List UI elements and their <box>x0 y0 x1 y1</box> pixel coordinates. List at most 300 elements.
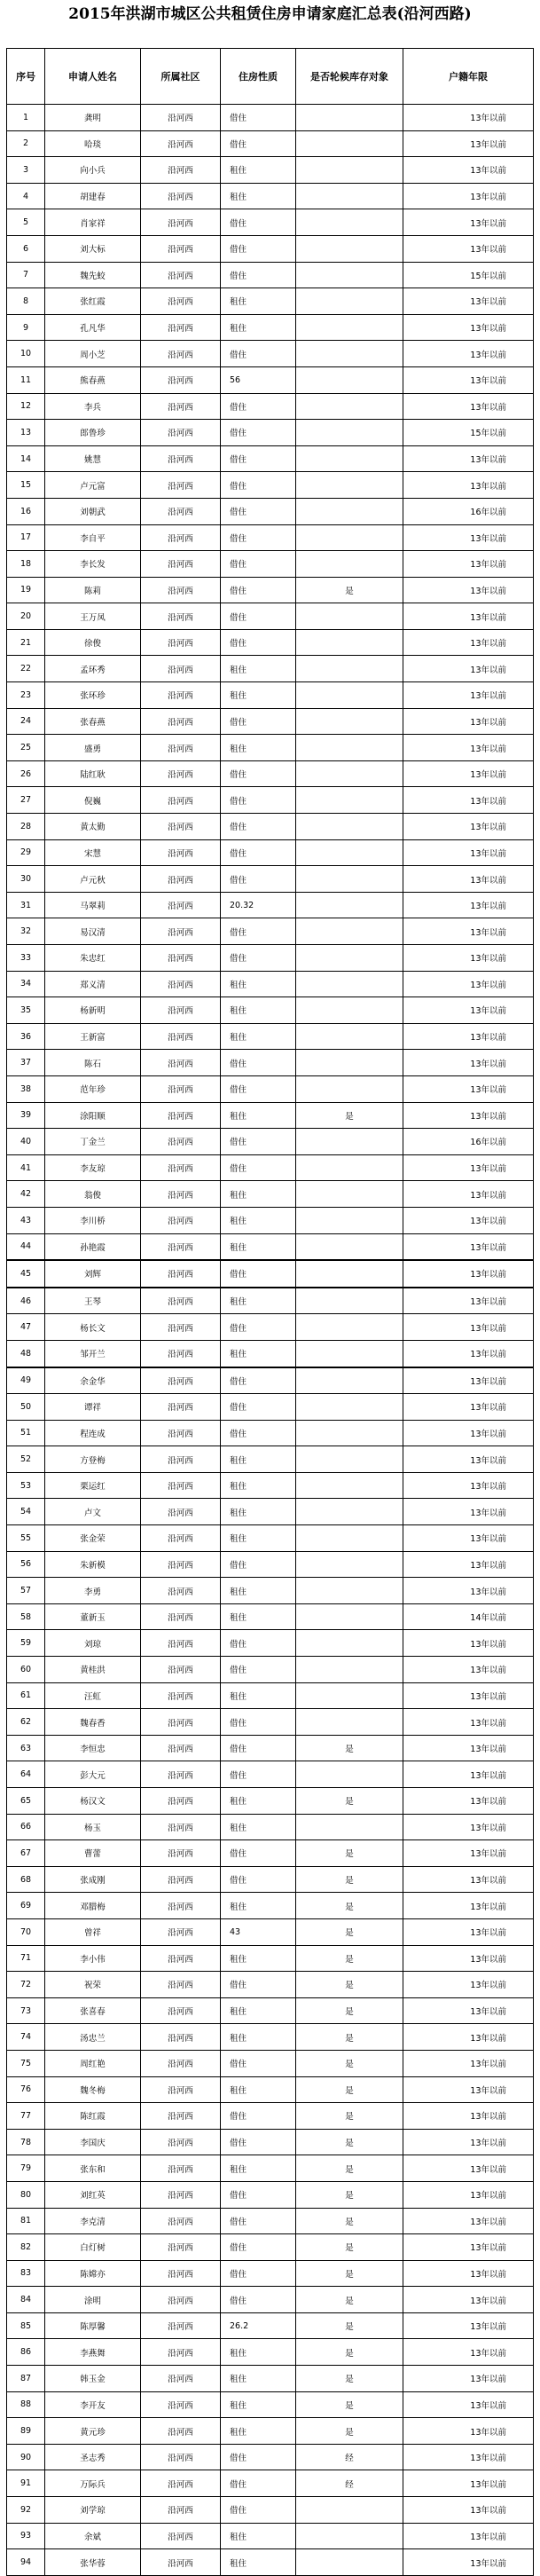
row-residency-years: 13年以前 <box>403 2024 534 2051</box>
row-community: 沿河西 <box>141 366 221 393</box>
row-residency-years: 13年以前 <box>403 629 534 656</box>
row-community: 沿河西 <box>141 1499 221 1525</box>
row-applicant-name: 李长发 <box>45 551 141 578</box>
row-housing-type: 借住 <box>221 1551 296 1578</box>
row-community: 沿河西 <box>141 2208 221 2234</box>
row-waitlist: 是 <box>296 2050 403 2076</box>
table-row <box>7 2523 534 2549</box>
table-row <box>7 2339 534 2366</box>
row-index: 22 <box>7 656 45 682</box>
table-row <box>7 1682 534 1709</box>
row-community: 沿河西 <box>141 2523 221 2549</box>
row-waitlist <box>296 2549 403 2576</box>
row-housing-type: 借住 <box>221 2234 296 2261</box>
row-residency-years: 13年以前 <box>403 656 534 682</box>
row-residency-years: 13年以前 <box>403 2129 534 2155</box>
row-community: 沿河西 <box>141 1603 221 1630</box>
row-community: 沿河西 <box>141 2076 221 2103</box>
row-waitlist <box>296 1288 403 1314</box>
table-row <box>7 656 534 682</box>
row-housing-type: 租住 <box>221 1340 296 1367</box>
row-applicant-name: 姚慧 <box>45 445 141 472</box>
row-applicant-name: 祝荣 <box>45 1972 141 1998</box>
row-index: 90 <box>7 2444 45 2470</box>
row-applicant-name: 刘朝武 <box>45 498 141 524</box>
row-residency-years: 15年以前 <box>403 420 534 446</box>
row-index: 66 <box>7 1814 45 1840</box>
row-community: 沿河西 <box>141 1761 221 1788</box>
row-housing-type: 借住 <box>221 498 296 524</box>
row-waitlist: 是 <box>296 2287 403 2313</box>
row-housing-type: 借住 <box>221 787 296 814</box>
row-waitlist <box>296 366 403 393</box>
row-applicant-name: 曾祥 <box>45 1918 141 1945</box>
row-residency-years: 13年以前 <box>403 1525 534 1552</box>
row-community: 沿河西 <box>141 1866 221 1893</box>
row-waitlist: 是 <box>296 2181 403 2208</box>
row-housing-type: 租住 <box>221 997 296 1024</box>
row-applicant-name: 余金华 <box>45 1367 141 1394</box>
row-waitlist: 是 <box>296 2366 403 2392</box>
row-community: 沿河西 <box>141 1918 221 1945</box>
row-residency-years: 16年以前 <box>403 498 534 524</box>
row-community: 沿河西 <box>141 1525 221 1552</box>
table-row <box>7 1893 534 1919</box>
row-applicant-name: 李开友 <box>45 2391 141 2418</box>
row-community: 沿河西 <box>141 1181 221 1208</box>
table-row <box>7 629 534 656</box>
row-housing-type: 借住 <box>221 420 296 446</box>
row-residency-years: 13年以前 <box>403 341 534 367</box>
table-row <box>7 524 534 551</box>
row-waitlist <box>296 1551 403 1578</box>
row-community: 沿河西 <box>141 1446 221 1473</box>
row-waitlist: 是 <box>296 1102 403 1129</box>
row-index: 77 <box>7 2103 45 2130</box>
row-residency-years: 13年以前 <box>403 288 534 315</box>
row-waitlist <box>296 524 403 551</box>
row-index: 58 <box>7 1603 45 1630</box>
row-housing-type: 借住 <box>221 1761 296 1788</box>
row-index: 82 <box>7 2234 45 2261</box>
row-residency-years: 13年以前 <box>403 2234 534 2261</box>
row-waitlist <box>296 262 403 288</box>
row-residency-years: 13年以前 <box>403 1893 534 1919</box>
row-community: 沿河西 <box>141 1945 221 1972</box>
row-applicant-name: 邹开兰 <box>45 1340 141 1367</box>
row-applicant-name: 方登梅 <box>45 1446 141 1473</box>
row-community: 沿河西 <box>141 2391 221 2418</box>
row-applicant-name: 李国庆 <box>45 2129 141 2155</box>
row-community: 沿河西 <box>141 1788 221 1815</box>
row-residency-years: 13年以前 <box>403 1997 534 2024</box>
row-applicant-name: 李川桥 <box>45 1207 141 1233</box>
row-community: 沿河西 <box>141 1260 221 1288</box>
row-waitlist: 是 <box>296 2155 403 2182</box>
row-housing-type: 借住 <box>221 2260 296 2287</box>
row-index: 47 <box>7 1314 45 1341</box>
row-applicant-name: 倪巍 <box>45 787 141 814</box>
row-index: 44 <box>7 1233 45 1260</box>
row-waitlist <box>296 1154 403 1181</box>
row-index: 33 <box>7 945 45 972</box>
row-waitlist <box>296 1499 403 1525</box>
row-housing-type: 借住 <box>221 2103 296 2130</box>
row-waitlist <box>296 971 403 997</box>
row-housing-type: 借住 <box>221 393 296 420</box>
table-row <box>7 892 534 918</box>
row-index: 74 <box>7 2024 45 2051</box>
row-waitlist <box>296 551 403 578</box>
row-residency-years: 13年以前 <box>403 1288 534 1314</box>
row-housing-type: 借住 <box>221 1394 296 1421</box>
row-waitlist <box>296 1420 403 1446</box>
row-housing-type: 借住 <box>221 1367 296 1394</box>
row-community: 沿河西 <box>141 656 221 682</box>
row-housing-type: 租住 <box>221 1472 296 1499</box>
row-index: 37 <box>7 1050 45 1076</box>
row-applicant-name: 丁金兰 <box>45 1129 141 1155</box>
row-housing-type: 借住 <box>221 1050 296 1076</box>
row-community: 沿河西 <box>141 2366 221 2392</box>
row-residency-years: 13年以前 <box>403 366 534 393</box>
row-applicant-name: 邓腊梅 <box>45 1893 141 1919</box>
row-waitlist <box>296 918 403 945</box>
row-residency-years: 13年以前 <box>403 1181 534 1208</box>
row-index: 89 <box>7 2418 45 2445</box>
row-housing-type: 租住 <box>221 1525 296 1552</box>
row-applicant-name: 张春燕 <box>45 708 141 735</box>
table-row <box>7 2497 534 2524</box>
row-housing-type: 借住 <box>221 262 296 288</box>
row-index: 2 <box>7 130 45 157</box>
row-residency-years: 13年以前 <box>403 393 534 420</box>
row-residency-years: 13年以前 <box>403 551 534 578</box>
row-waitlist <box>296 735 403 761</box>
table-row <box>7 1367 534 1394</box>
row-applicant-name: 陆红耿 <box>45 760 141 787</box>
page-title: 2015年洪湖市城区公共租赁住房申请家庭汇总表(沿河西路) <box>68 5 472 23</box>
row-residency-years: 13年以前 <box>403 1657 534 1683</box>
row-community: 沿河西 <box>141 866 221 893</box>
table-row <box>7 2470 534 2497</box>
row-housing-type: 租住 <box>221 971 296 997</box>
row-housing-type: 借住 <box>221 814 296 840</box>
row-housing-type: 借住 <box>221 577 296 603</box>
row-index: 70 <box>7 1918 45 1945</box>
table-row <box>7 1709 534 1736</box>
row-applicant-name: 李小伟 <box>45 1945 141 1972</box>
row-housing-type: 租住 <box>221 2391 296 2418</box>
row-index: 21 <box>7 629 45 656</box>
row-index: 29 <box>7 839 45 866</box>
row-housing-type: 借住 <box>221 235 296 262</box>
row-residency-years: 13年以前 <box>403 1761 534 1788</box>
row-residency-years: 13年以前 <box>403 918 534 945</box>
table-row <box>7 1945 534 1972</box>
row-community: 沿河西 <box>141 472 221 499</box>
row-residency-years: 13年以前 <box>403 1814 534 1840</box>
row-applicant-name: 万际兵 <box>45 2470 141 2497</box>
row-residency-years: 13年以前 <box>403 2287 534 2313</box>
row-community: 沿河西 <box>141 157 221 184</box>
row-residency-years: 13年以前 <box>403 1023 534 1050</box>
row-index: 23 <box>7 682 45 709</box>
row-residency-years: 13年以前 <box>403 1735 534 1761</box>
row-residency-years: 13年以前 <box>403 577 534 603</box>
row-index: 39 <box>7 1102 45 1129</box>
row-applicant-name: 张红霞 <box>45 288 141 315</box>
row-waitlist <box>296 2523 403 2549</box>
row-applicant-name: 李友琼 <box>45 1154 141 1181</box>
row-waitlist <box>296 1367 403 1394</box>
row-waitlist: 是 <box>296 2418 403 2445</box>
table-row <box>7 1154 534 1181</box>
row-waitlist: 是 <box>296 2312 403 2339</box>
row-community: 沿河西 <box>141 1207 221 1233</box>
row-residency-years: 13年以前 <box>403 945 534 972</box>
row-waitlist: 经 <box>296 2444 403 2470</box>
table-row <box>7 2129 534 2155</box>
table-row <box>7 2366 534 2392</box>
row-housing-type: 借住 <box>221 2470 296 2497</box>
row-waitlist: 是 <box>296 2024 403 2051</box>
row-applicant-name: 余斌 <box>45 2523 141 2549</box>
table-row <box>7 1630 534 1657</box>
row-housing-type: 租住 <box>221 1814 296 1840</box>
row-waitlist <box>296 341 403 367</box>
row-applicant-name: 卢元富 <box>45 472 141 499</box>
row-applicant-name: 魏春香 <box>45 1709 141 1736</box>
row-waitlist: 是 <box>296 1840 403 1867</box>
row-index: 57 <box>7 1578 45 1604</box>
row-residency-years: 13年以前 <box>403 1260 534 1288</box>
row-community: 沿河西 <box>141 1394 221 1421</box>
row-community: 沿河西 <box>141 2181 221 2208</box>
row-residency-years: 13年以前 <box>403 1050 534 1076</box>
row-housing-type: 租住 <box>221 2339 296 2366</box>
row-residency-years: 13年以前 <box>403 787 534 814</box>
table-row <box>7 866 534 893</box>
row-index: 64 <box>7 1761 45 1788</box>
table-row <box>7 1761 534 1788</box>
row-housing-type: 借住 <box>221 945 296 972</box>
table-row <box>7 2549 534 2576</box>
row-housing-type: 借住 <box>221 2129 296 2155</box>
row-housing-type: 租住 <box>221 2076 296 2103</box>
row-residency-years: 13年以前 <box>403 314 534 341</box>
row-residency-years: 13年以前 <box>403 130 534 157</box>
row-community: 沿河西 <box>141 1814 221 1840</box>
table-row <box>7 708 534 735</box>
row-residency-years: 13年以前 <box>403 2312 534 2339</box>
table-row <box>7 997 534 1024</box>
row-applicant-name: 谭祥 <box>45 1394 141 1421</box>
row-applicant-name: 易汉清 <box>45 918 141 945</box>
row-waitlist: 是 <box>296 2234 403 2261</box>
row-applicant-name: 韩玉金 <box>45 2366 141 2392</box>
row-residency-years: 13年以前 <box>403 1840 534 1867</box>
row-index: 16 <box>7 498 45 524</box>
table-row <box>7 814 534 840</box>
row-applicant-name: 熊春燕 <box>45 366 141 393</box>
row-waitlist <box>296 1075 403 1102</box>
row-housing-type: 借住 <box>221 918 296 945</box>
table-row <box>7 1840 534 1867</box>
row-applicant-name: 黄桂洪 <box>45 1657 141 1683</box>
row-index: 83 <box>7 2260 45 2287</box>
row-waitlist <box>296 945 403 972</box>
row-waitlist <box>296 1340 403 1367</box>
row-housing-type: 租住 <box>221 735 296 761</box>
table-row <box>7 2155 534 2182</box>
row-housing-type: 借住 <box>221 105 296 131</box>
column-header-residency-years: 户籍年限 <box>403 49 534 105</box>
row-housing-type: 租住 <box>221 157 296 184</box>
row-residency-years: 13年以前 <box>403 2181 534 2208</box>
table-row <box>7 577 534 603</box>
row-waitlist <box>296 1446 403 1473</box>
table-row <box>7 498 534 524</box>
row-waitlist <box>296 760 403 787</box>
row-applicant-name: 栗运红 <box>45 1472 141 1499</box>
row-waitlist <box>296 839 403 866</box>
row-community: 沿河西 <box>141 2103 221 2130</box>
table-row <box>7 1420 534 1446</box>
row-housing-type: 租住 <box>221 2155 296 2182</box>
row-housing-type: 借住 <box>221 1154 296 1181</box>
row-residency-years: 13年以前 <box>403 2444 534 2470</box>
row-housing-type: 借住 <box>221 839 296 866</box>
row-residency-years: 13年以前 <box>403 997 534 1024</box>
row-community: 沿河西 <box>141 1314 221 1341</box>
row-community: 沿河西 <box>141 551 221 578</box>
row-housing-type: 租住 <box>221 2549 296 2576</box>
row-index: 63 <box>7 1735 45 1761</box>
row-waitlist <box>296 1814 403 1840</box>
row-waitlist <box>296 498 403 524</box>
row-housing-type: 借住 <box>221 2287 296 2313</box>
row-housing-type: 借住 <box>221 1075 296 1102</box>
table-row <box>7 787 534 814</box>
row-applicant-name: 孟环秀 <box>45 656 141 682</box>
row-applicant-name: 汪虹 <box>45 1682 141 1709</box>
row-residency-years: 13年以前 <box>403 1682 534 1709</box>
row-residency-years: 13年以前 <box>403 1551 534 1578</box>
row-index: 92 <box>7 2497 45 2524</box>
row-index: 48 <box>7 1340 45 1367</box>
row-index: 49 <box>7 1367 45 1394</box>
table-row <box>7 1050 534 1076</box>
row-community: 沿河西 <box>141 1023 221 1050</box>
table-row <box>7 472 534 499</box>
row-housing-type: 借住 <box>221 2181 296 2208</box>
row-waitlist: 是 <box>296 1788 403 1815</box>
row-applicant-name: 董新玉 <box>45 1603 141 1630</box>
row-housing-type: 租住 <box>221 1945 296 1972</box>
row-community: 沿河西 <box>141 1657 221 1683</box>
row-applicant-name: 周小芝 <box>45 341 141 367</box>
row-index: 27 <box>7 787 45 814</box>
row-index: 45 <box>7 1260 45 1288</box>
row-waitlist <box>296 892 403 918</box>
row-index: 30 <box>7 866 45 893</box>
row-community: 沿河西 <box>141 183 221 209</box>
row-residency-years: 13年以前 <box>403 445 534 472</box>
row-index: 1 <box>7 105 45 131</box>
row-applicant-name: 龚明 <box>45 105 141 131</box>
row-applicant-name: 刘琼 <box>45 1630 141 1657</box>
row-community: 沿河西 <box>141 918 221 945</box>
table-row <box>7 1657 534 1683</box>
row-waitlist: 是 <box>296 1735 403 1761</box>
row-residency-years: 13年以前 <box>403 524 534 551</box>
row-community: 沿河西 <box>141 2129 221 2155</box>
table-row <box>7 1181 534 1208</box>
table-row <box>7 2076 534 2103</box>
row-community: 沿河西 <box>141 1972 221 1998</box>
row-index: 80 <box>7 2181 45 2208</box>
row-waitlist <box>296 1260 403 1288</box>
row-waitlist <box>296 787 403 814</box>
row-applicant-name: 徐俊 <box>45 629 141 656</box>
row-residency-years: 13年以前 <box>403 1709 534 1736</box>
row-index: 52 <box>7 1446 45 1473</box>
row-community: 沿河西 <box>141 839 221 866</box>
row-waitlist <box>296 1761 403 1788</box>
row-community: 沿河西 <box>141 1367 221 1394</box>
row-applicant-name: 李自平 <box>45 524 141 551</box>
table-row <box>7 1102 534 1129</box>
row-housing-type: 56 <box>221 366 296 393</box>
row-residency-years: 13年以前 <box>403 1420 534 1446</box>
row-applicant-name: 杨新明 <box>45 997 141 1024</box>
row-residency-years: 13年以前 <box>403 2208 534 2234</box>
row-community: 沿河西 <box>141 1893 221 1919</box>
table-row <box>7 2181 534 2208</box>
row-housing-type: 借住 <box>221 445 296 472</box>
table-row <box>7 1472 534 1499</box>
row-waitlist: 是 <box>296 2391 403 2418</box>
row-index: 53 <box>7 1472 45 1499</box>
row-housing-type: 借住 <box>221 866 296 893</box>
row-index: 71 <box>7 1945 45 1972</box>
row-applicant-name: 王琴 <box>45 1288 141 1314</box>
row-housing-type: 借住 <box>221 1129 296 1155</box>
row-residency-years: 13年以前 <box>403 209 534 236</box>
row-community: 沿河西 <box>141 2234 221 2261</box>
row-community: 沿河西 <box>141 787 221 814</box>
row-residency-years: 13年以前 <box>403 1102 534 1129</box>
row-waitlist <box>296 235 403 262</box>
row-housing-type: 26.2 <box>221 2312 296 2339</box>
row-waitlist: 是 <box>296 2260 403 2287</box>
row-waitlist <box>296 1181 403 1208</box>
row-housing-type: 借住 <box>221 2208 296 2234</box>
row-applicant-name: 白灯树 <box>45 2234 141 2261</box>
row-waitlist <box>296 603 403 630</box>
row-index: 61 <box>7 1682 45 1709</box>
row-index: 24 <box>7 708 45 735</box>
row-waitlist <box>296 814 403 840</box>
row-index: 25 <box>7 735 45 761</box>
table-row <box>7 1525 534 1552</box>
row-applicant-name: 陈厚馨 <box>45 2312 141 2339</box>
row-index: 28 <box>7 814 45 840</box>
table-row <box>7 735 534 761</box>
row-applicant-name: 马翠莉 <box>45 892 141 918</box>
row-applicant-name: 宋慧 <box>45 839 141 866</box>
